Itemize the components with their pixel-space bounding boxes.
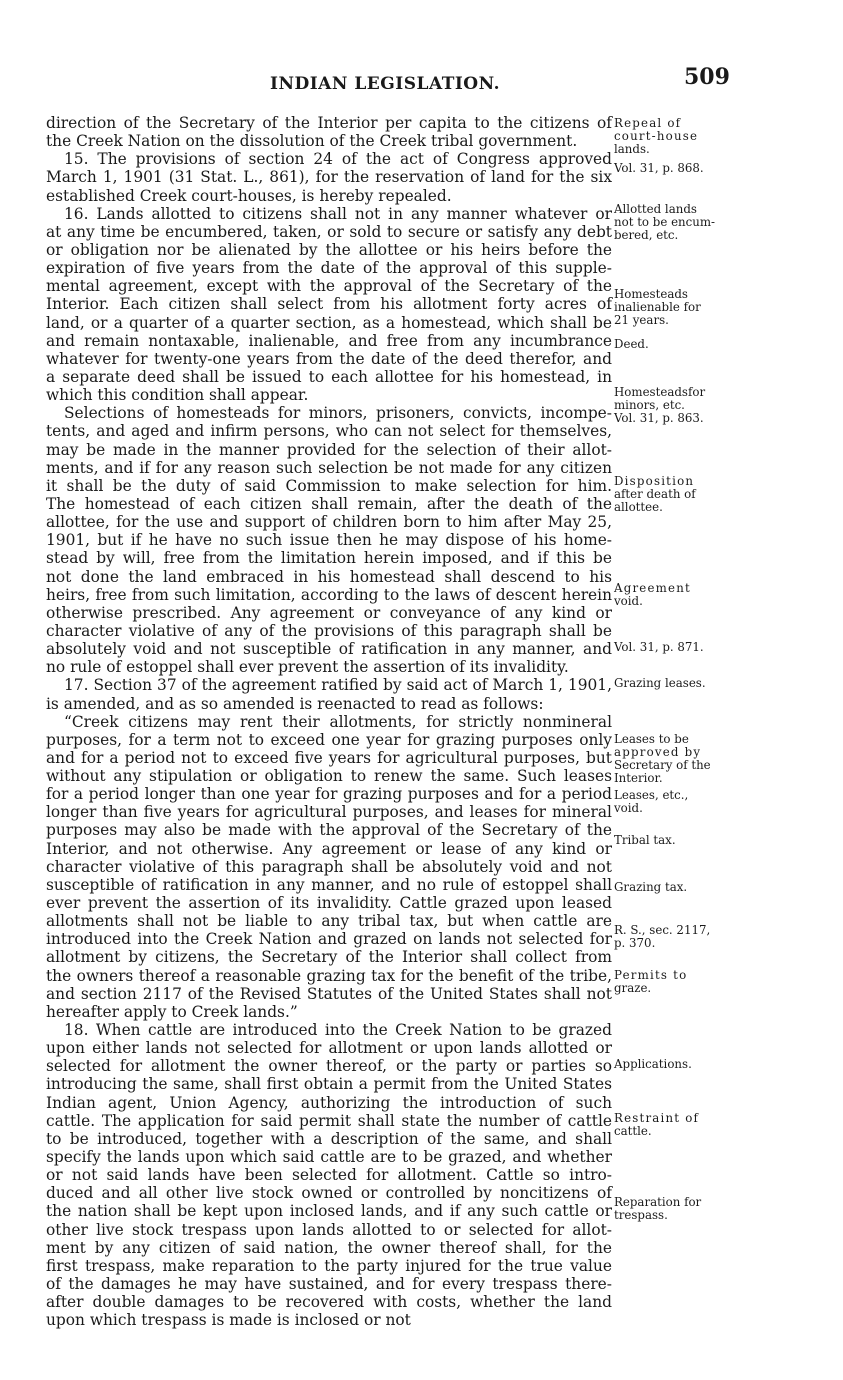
margin-note-repeal: court-house xyxy=(614,129,699,143)
body-line: hereafter apply to Creek lands.” xyxy=(46,1002,298,1021)
body-line: which this condition shall appear. xyxy=(46,386,309,405)
margin-note-allotted: Allotted lands xyxy=(614,202,697,216)
margin-note-leases-void: Leases, etc., xyxy=(614,788,689,802)
body-line: mental agreement, except with the approval of the Secretary of the xyxy=(46,277,612,296)
body-line: 17. Section 37 of the agreement ratified by said act of March 1, 1901, xyxy=(64,676,612,695)
body-text xyxy=(46,114,612,1329)
margin-note-restraint: Restraint of xyxy=(614,1111,700,1125)
body-line: purposes, for a term not to exceed one year for grazing purposes only xyxy=(46,730,612,749)
margin-note-permits: Permits to xyxy=(614,968,688,982)
body-line: allotments shall not be liable to any tribal tax, but when cattle are xyxy=(46,912,612,931)
body-line: specify the lands upon which said cattle are to be grazed, and whether xyxy=(46,1148,612,1167)
body-line: selected for allotment the owner thereof, or the party or parties so xyxy=(46,1057,612,1076)
body-line: 18. When cattle are introduced into the Creek Nation to be grazed xyxy=(64,1021,612,1040)
running-head: INDIAN LEGISLATION. xyxy=(270,74,500,94)
margin-note-repeal: lands. xyxy=(614,142,650,156)
margin-note-applications: Applications. xyxy=(614,1057,692,1071)
margin-note-leases: Secretary of the xyxy=(614,758,711,772)
body-line: character violative of any of the provisions of this paragraph shall be xyxy=(46,621,612,640)
body-line: a separate deed shall be issued to each allottee for his homestead, in xyxy=(46,367,612,386)
body-line: absolutely void and not susceptible of ratification in any manner, and xyxy=(46,640,612,659)
margin-note-homesteads: inalienable for xyxy=(614,300,701,314)
margin-note-minors: Homesteadsfor xyxy=(614,385,706,399)
margin-note-permits: graze. xyxy=(614,981,652,995)
margin-note-homesteads: 21 years. xyxy=(614,313,669,327)
margin-note-restraint: cattle. xyxy=(614,1124,652,1138)
body-line: otherwise prescribed. Any agreement or conveyance of any kind or xyxy=(46,603,612,622)
margin-note-reparation: trespass. xyxy=(614,1208,668,1222)
body-line: introduced into the Creek Nation and grazed on lands not selected for xyxy=(46,930,612,949)
body-line: the Creek Nation on the dissolution of the Creek tribal government. xyxy=(46,132,578,151)
margin-note-disposition: Disposition xyxy=(614,474,695,488)
body-line: after double damages to be recovered with costs, whether the land xyxy=(46,1293,612,1312)
margin-note-grazing-leases: Grazing leases. xyxy=(614,676,706,690)
body-line: longer than five years for agricultural purposes, and leases for mineral xyxy=(46,803,612,822)
body-line: land, or a quarter of a quarter section, as a homestead, which shall be xyxy=(46,313,612,332)
margin-note-leases: approved by xyxy=(614,745,702,759)
body-line: and remain nontaxable, inalienable, and free from any incumbrance xyxy=(46,331,612,350)
page-number: 509 xyxy=(684,64,730,90)
body-line: first trespass, make reparation to the party injured for the true value xyxy=(46,1256,612,1275)
body-line: ment by any citizen of said nation, the owner thereof shall, for the xyxy=(46,1238,612,1257)
body-line: allottee, for the use and support of children born to him after May 25, xyxy=(46,513,612,532)
margin-note-leases-void: void. xyxy=(614,801,643,815)
body-line: it shall be the duty of said Commission to make selection for him. xyxy=(46,476,612,495)
margin-note-grazing-tax: Grazing tax. xyxy=(614,880,688,894)
body-line: expiration of five years from the date of the approval of this supple- xyxy=(46,259,612,278)
body-line: duced and all other live stock owned or controlled by noncitizens of xyxy=(46,1184,612,1203)
margin-note-agreement: Agreement xyxy=(614,581,691,595)
margin-note-repeal: Repeal of xyxy=(614,116,682,130)
body-line: or obligation nor be alienated by the allottee or his heirs before the xyxy=(46,240,612,259)
body-line: and for a period not to exceed five years for agricultural purposes, but xyxy=(46,748,612,767)
body-line: Indian agent, Union Agency, authorizing the introduction of such xyxy=(46,1093,612,1112)
body-line: other live stock trespass upon lands allotted to or selected for allot- xyxy=(46,1220,612,1239)
body-line: The homestead of each citizen shall remain, after the death of the xyxy=(46,494,612,513)
body-line: and section 2117 of the Revised Statutes of the United States shall not xyxy=(46,984,612,1003)
body-line: ments, and if for any reason such selection be not made for any citizen xyxy=(46,458,612,477)
margin-note-disposition: after death of xyxy=(614,487,696,501)
body-line: Interior, and not otherwise. Any agreement or lease of any kind or xyxy=(46,839,612,858)
margin-note-allotted: bered, etc. xyxy=(614,228,679,242)
margin-note-leases: Leases to be xyxy=(614,732,689,746)
margin-note-revised-statutes: p. 370. xyxy=(614,936,656,950)
body-line: Interior. Each citizen shall select from his allotment forty acres of xyxy=(46,295,612,314)
margin-note-leases: Interior. xyxy=(614,771,663,785)
body-line: not done the land embraced in his homestead shall descend to his xyxy=(46,567,612,586)
body-line: to be introduced, together with a description of the same, and shall xyxy=(46,1129,612,1148)
body-line: the owners thereof a reasonable grazing tax for the benefit of the tribe, xyxy=(46,966,612,985)
margin-note-vol-868: Vol. 31, p. 868. xyxy=(614,161,704,175)
margin-note-tribal-tax: Tribal tax. xyxy=(614,833,676,847)
body-line: allotment by citizens, the Secretary of the Interior shall collect from xyxy=(46,948,612,967)
body-line: “Creek citizens may rent their allotments, for strictly nonmineral xyxy=(64,712,612,731)
body-line: the nation shall be kept upon inclosed lands, and if any such cattle or xyxy=(46,1202,612,1221)
body-line: at any time be encumbered, taken, or sold to secure or satisfy any debt xyxy=(46,222,612,241)
body-line: established Creek court-houses, is hereby repealed. xyxy=(46,186,452,205)
body-line: may be made in the manner provided for the selection of their allot- xyxy=(46,440,612,459)
body-line: introducing the same, shall first obtain a permit from the United States xyxy=(46,1075,612,1094)
margin-note-deed: Deed. xyxy=(614,337,649,351)
body-line: upon which trespass is made is inclosed or not xyxy=(46,1311,411,1330)
body-line: without any stipulation or obligation to renew the same. Such leases xyxy=(46,767,612,786)
margin-note-revised-statutes: R. S., sec. 2117, xyxy=(614,923,711,937)
margin-note-homesteads: Homesteads xyxy=(614,287,688,301)
body-line: 16. Lands allotted to citizens shall not in any manner whatever or xyxy=(64,204,612,223)
body-line: direction of the Secretary of the Interior per capita to the citizens of xyxy=(46,114,612,132)
body-line: whatever for twenty-one years from the date of the deed therefor, and xyxy=(46,349,612,368)
margin-note-minors: minors, etc. xyxy=(614,398,685,412)
body-line: tents, and aged and infirm persons, who can not select for themselves, xyxy=(46,422,612,441)
body-line: heirs, free from such limitation, according to the laws of descent herein xyxy=(46,585,612,604)
margin-note-vol-871: Vol. 31, p. 871. xyxy=(614,640,704,654)
margin-note-reparation: Reparation for xyxy=(614,1195,702,1209)
body-line: for a period longer than one year for grazing purposes and for a period xyxy=(46,785,612,804)
body-line: stead by will, free from the limitation herein imposed, and if this be xyxy=(46,549,612,568)
margin-note-allotted: not to be encum- xyxy=(614,215,716,229)
body-line: 1901, but if he have no such issue then he may dispose of his home- xyxy=(46,531,612,550)
body-line: of the damages he may have sustained, and for every trespass there- xyxy=(46,1275,612,1293)
body-line: 15. The provisions of section 24 of the act of Congress approved xyxy=(64,150,612,169)
margin-note-agreement: void. xyxy=(614,594,643,608)
body-line: or not said lands have been selected for allotment. Cattle so intro- xyxy=(46,1166,612,1185)
body-line: Selections of homesteads for minors, prisoners, convicts, incompe- xyxy=(64,404,612,423)
body-line: no rule of estoppel shall ever prevent the assertion of its invalidity. xyxy=(46,658,569,677)
margin-note-vol-863: Vol. 31, p. 863. xyxy=(614,411,704,425)
body-line: is amended, and as so amended is reenacted to read as follows: xyxy=(46,694,544,713)
body-line: purposes may also be made with the approval of the Secretary of the xyxy=(46,821,612,840)
body-line: March 1, 1901 (31 Stat. L., 861), for the reservation of land for the six xyxy=(46,168,612,187)
body-line: cattle. The application for said permit shall state the number of cattle xyxy=(46,1111,612,1130)
margin-note-disposition: allottee. xyxy=(614,500,663,514)
body-line: upon either lands not selected for allotment or upon lands allotted or xyxy=(46,1039,612,1058)
body-line: susceptible of ratification in any manner, and no rule of estoppel shall xyxy=(46,875,612,894)
body-line: ever prevent the assertion of its invalidity. Cattle grazed upon leased xyxy=(46,894,612,913)
body-line: character violative of this paragraph shall be absolutely void and not xyxy=(46,857,612,876)
